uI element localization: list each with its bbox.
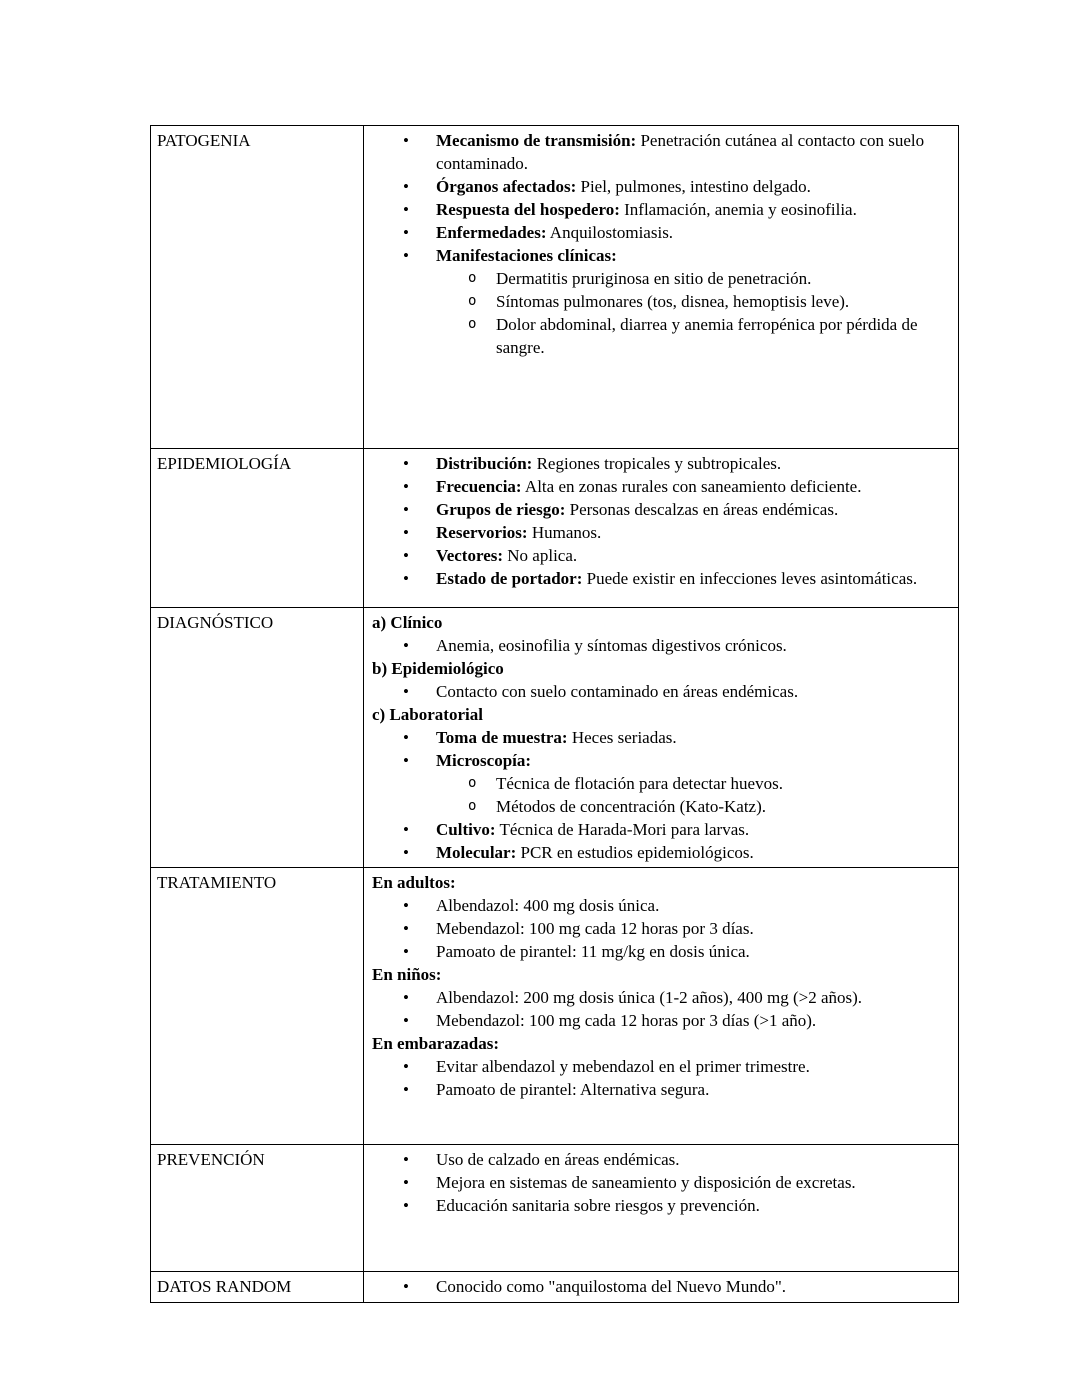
disc-bullet-icon: • [403, 682, 409, 701]
sub-bullet-item [370, 267, 952, 290]
bullet-item [370, 1055, 952, 1078]
item-text: Distribución: Regiones tropicales y subtropicales. [436, 454, 782, 473]
item-text: Respuesta del hospedero: Inflamación, anemia y eosinofilia. [436, 200, 857, 219]
bullet-item [370, 129, 952, 175]
disc-bullet-icon: • [403, 942, 409, 961]
disc-bullet-icon: • [403, 1011, 409, 1030]
table-row [151, 449, 959, 608]
bullet-item [370, 221, 952, 244]
disc-bullet-icon: • [403, 500, 409, 519]
item-text: Conocido como "anquilostoma del Nuevo Mundo". [436, 1277, 787, 1296]
item-text: Mebendazol: 100 mg cada 12 horas por 3 días (>1 año). [436, 1011, 817, 1030]
section-heading: b) Epidemiológico [372, 659, 504, 678]
disc-bullet-icon: • [403, 454, 409, 473]
section-heading: c) Laboratorial [372, 705, 483, 724]
bullet-item [370, 544, 952, 567]
item-text: Grupos de riesgo: Personas descalzas en áreas endémicas. [436, 500, 839, 519]
bullet-item [370, 198, 952, 221]
row-label: EPIDEMIOLOGÍA [151, 449, 364, 608]
item-text: Mebendazol: 100 mg cada 12 horas por 3 días. [436, 919, 754, 938]
disc-bullet-icon: • [403, 1150, 409, 1169]
item-text: Cultivo: Técnica de Harada-Mori para larvas. [436, 820, 750, 839]
disc-bullet-icon: • [403, 246, 409, 265]
item-text: Estado de portador: Puede existir en infecciones leves asintomáticas. [436, 569, 918, 588]
bullet-item [370, 175, 952, 198]
item-text: Anemia, eosinofilia y síntomas digestivos crónicos. [436, 636, 787, 655]
bullet-item [370, 498, 952, 521]
section-heading: a) Clínico [372, 613, 443, 632]
item-text: Mecanismo de transmisión: Penetración cutánea al contacto con suelo contaminado. [436, 131, 925, 173]
info-table [150, 125, 959, 1303]
item-text: Frecuencia: Alta en zonas rurales con saneamiento deficiente. [436, 477, 862, 496]
item-text: Molecular: PCR en estudios epidemiológicos. [436, 843, 754, 862]
bullet-item [370, 1275, 952, 1298]
disc-bullet-icon: • [403, 1057, 409, 1076]
bullet-item [370, 1078, 952, 1101]
circle-bullet-icon: o [468, 775, 477, 791]
disc-bullet-icon: • [403, 131, 409, 150]
table-row [151, 1145, 959, 1272]
bullet-item [370, 818, 952, 841]
item-text: Dermatitis pruriginosa en sitio de penetración. [496, 269, 812, 288]
row-label: DATOS RANDOM [151, 1272, 364, 1303]
item-text: Dolor abdominal, diarrea y anemia ferropénica por pérdida de sangre. [496, 315, 918, 357]
item-text: Pamoato de pirantel: Alternativa segura. [436, 1080, 710, 1099]
item-text: Reservorios: Humanos. [436, 523, 602, 542]
row-content [364, 868, 959, 1145]
bullet-item [370, 244, 952, 267]
circle-bullet-icon: o [468, 270, 477, 286]
table-row [151, 608, 959, 868]
circle-bullet-icon: o [468, 798, 477, 814]
bullet-item [370, 749, 952, 772]
bullet-item [370, 452, 952, 475]
item-text: Enfermedades: Anquilostomiasis. [436, 223, 674, 242]
item-text: Pamoato de pirantel: 11 mg/kg en dosis única. [436, 942, 750, 961]
bullet-item [370, 567, 952, 590]
disc-bullet-icon: • [403, 477, 409, 496]
row-label: DIAGNÓSTICO [151, 608, 364, 868]
disc-bullet-icon: • [403, 1277, 409, 1296]
sub-bullet-item [370, 795, 952, 818]
sub-bullet-item [370, 313, 952, 359]
bullet-item [370, 634, 952, 657]
disc-bullet-icon: • [403, 1196, 409, 1215]
bullet-item [370, 917, 952, 940]
item-text: Evitar albendazol y mebendazol en el primer trimestre. [436, 1057, 810, 1076]
bullet-item [370, 726, 952, 749]
item-text: Métodos de concentración (Kato-Katz). [496, 797, 766, 816]
item-text: Educación sanitaria sobre riesgos y prevención. [436, 1196, 760, 1215]
disc-bullet-icon: • [403, 751, 409, 770]
row-label: PREVENCIÓN [151, 1145, 364, 1272]
row-content [364, 1145, 959, 1272]
item-text: Albendazol: 400 mg dosis única. [436, 896, 660, 915]
row-content [364, 449, 959, 608]
disc-bullet-icon: • [403, 546, 409, 565]
bullet-item [370, 894, 952, 917]
disc-bullet-icon: • [403, 200, 409, 219]
bullet-item [370, 1171, 952, 1194]
bullet-item [370, 986, 952, 1009]
row-content [364, 1272, 959, 1303]
bullet-item [370, 1009, 952, 1032]
bullet-item [370, 841, 952, 864]
disc-bullet-icon: • [403, 843, 409, 862]
disc-bullet-icon: • [403, 636, 409, 655]
sub-bullet-item [370, 772, 952, 795]
table-row [151, 868, 959, 1145]
item-text: Uso de calzado en áreas endémicas. [436, 1150, 680, 1169]
disc-bullet-icon: • [403, 1173, 409, 1192]
item-text: Órganos afectados: Piel, pulmones, intestino delgado. [436, 177, 811, 196]
disc-bullet-icon: • [403, 1080, 409, 1099]
item-text: Técnica de flotación para detectar huevos. [496, 774, 783, 793]
section-heading: En embarazadas: [372, 1034, 500, 1053]
disc-bullet-icon: • [403, 523, 409, 542]
row-content [364, 608, 959, 868]
disc-bullet-icon: • [403, 919, 409, 938]
sub-bullet-item [370, 290, 952, 313]
bullet-item [370, 521, 952, 544]
bullet-item [370, 475, 952, 498]
bullet-item [370, 1148, 952, 1171]
item-text: Albendazol: 200 mg dosis única (1-2 años), 400 mg (>2 años). [436, 988, 863, 1007]
bullet-item [370, 680, 952, 703]
circle-bullet-icon: o [468, 316, 477, 332]
disc-bullet-icon: • [403, 728, 409, 747]
info-table-body [151, 126, 959, 1303]
row-label: TRATAMIENTO [151, 868, 364, 1145]
disc-bullet-icon: • [403, 988, 409, 1007]
disc-bullet-icon: • [403, 177, 409, 196]
row-content [364, 126, 959, 449]
table-row [151, 1272, 959, 1303]
item-text: Contacto con suelo contaminado en áreas endémicas. [436, 682, 799, 701]
item-text: Microscopía: [436, 751, 532, 770]
row-label: PATOGENIA [151, 126, 364, 449]
bullet-item [370, 1194, 952, 1217]
disc-bullet-icon: • [403, 569, 409, 588]
item-text: Vectores: No aplica. [436, 546, 578, 565]
table-row [151, 126, 959, 449]
bullet-item [370, 940, 952, 963]
item-text: Síntomas pulmonares (tos, disnea, hemoptisis leve). [496, 292, 850, 311]
section-heading: En adultos: [372, 873, 456, 892]
item-text: Mejora en sistemas de saneamiento y disposición de excretas. [436, 1173, 856, 1192]
section-heading: En niños: [372, 965, 442, 984]
disc-bullet-icon: • [403, 896, 409, 915]
disc-bullet-icon: • [403, 223, 409, 242]
item-text: Toma de muestra: Heces seriadas. [436, 728, 677, 747]
disc-bullet-icon: • [403, 820, 409, 839]
circle-bullet-icon: o [468, 293, 477, 309]
item-text: Manifestaciones clínicas: [436, 246, 617, 265]
